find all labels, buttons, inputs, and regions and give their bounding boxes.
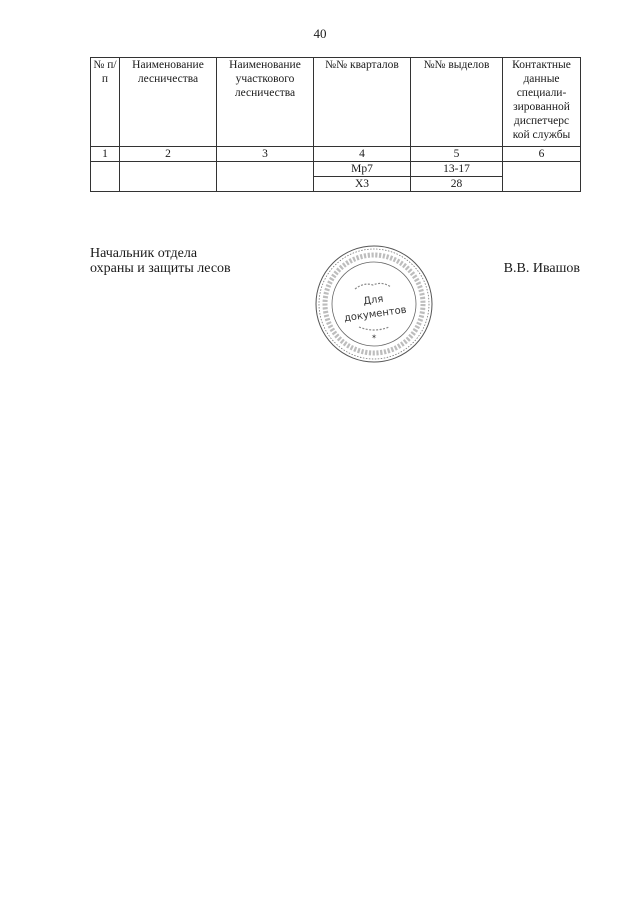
column-number: 6 (503, 147, 581, 162)
seal-bottom-lettering (359, 327, 389, 330)
cell-quarter: Мр7 (314, 162, 411, 177)
position-line-2: охраны и защиты лесов (90, 261, 231, 276)
forestry-table (90, 57, 581, 192)
signature-position (90, 246, 231, 276)
header-number: № п/п (91, 58, 120, 147)
page-number: 40 (313, 26, 327, 41)
seal-center-line-1: Для (362, 293, 385, 308)
official-seal (313, 243, 435, 365)
table-row (91, 162, 581, 177)
column-number: 3 (217, 147, 314, 162)
table-header-row (91, 58, 581, 147)
cell-allotments: 13-17 (411, 162, 503, 177)
header-district-forestry-name: Наименование участкового лесничества (217, 58, 314, 147)
seal-star-icon: ✶ (371, 333, 377, 341)
signature-name: В.В. Ивашов (503, 261, 580, 276)
header-quarters: №№ кварталов (314, 58, 411, 147)
cell-forestry-empty (120, 162, 217, 192)
cell-district-empty (217, 162, 314, 192)
column-number: 1 (91, 147, 120, 162)
position-line-1: Начальник отдела (90, 246, 198, 261)
header-allotments: №№ выделов (411, 58, 503, 147)
column-number: 2 (120, 147, 217, 162)
seal-top-lettering (355, 283, 391, 289)
column-number: 5 (411, 147, 503, 162)
cell-number-empty (91, 162, 120, 192)
header-contacts: Контактные данные специали-зированной диспетчерс кой службы (503, 58, 581, 147)
seal-center-line-2: документов (343, 304, 408, 325)
cell-allotments: 28 (411, 177, 503, 192)
header-forestry-name: Наименование лесничества (120, 58, 217, 147)
column-number-row (91, 147, 581, 162)
cell-contacts-empty (503, 162, 581, 192)
cell-quarter: Х3 (314, 177, 411, 192)
column-number: 4 (314, 147, 411, 162)
